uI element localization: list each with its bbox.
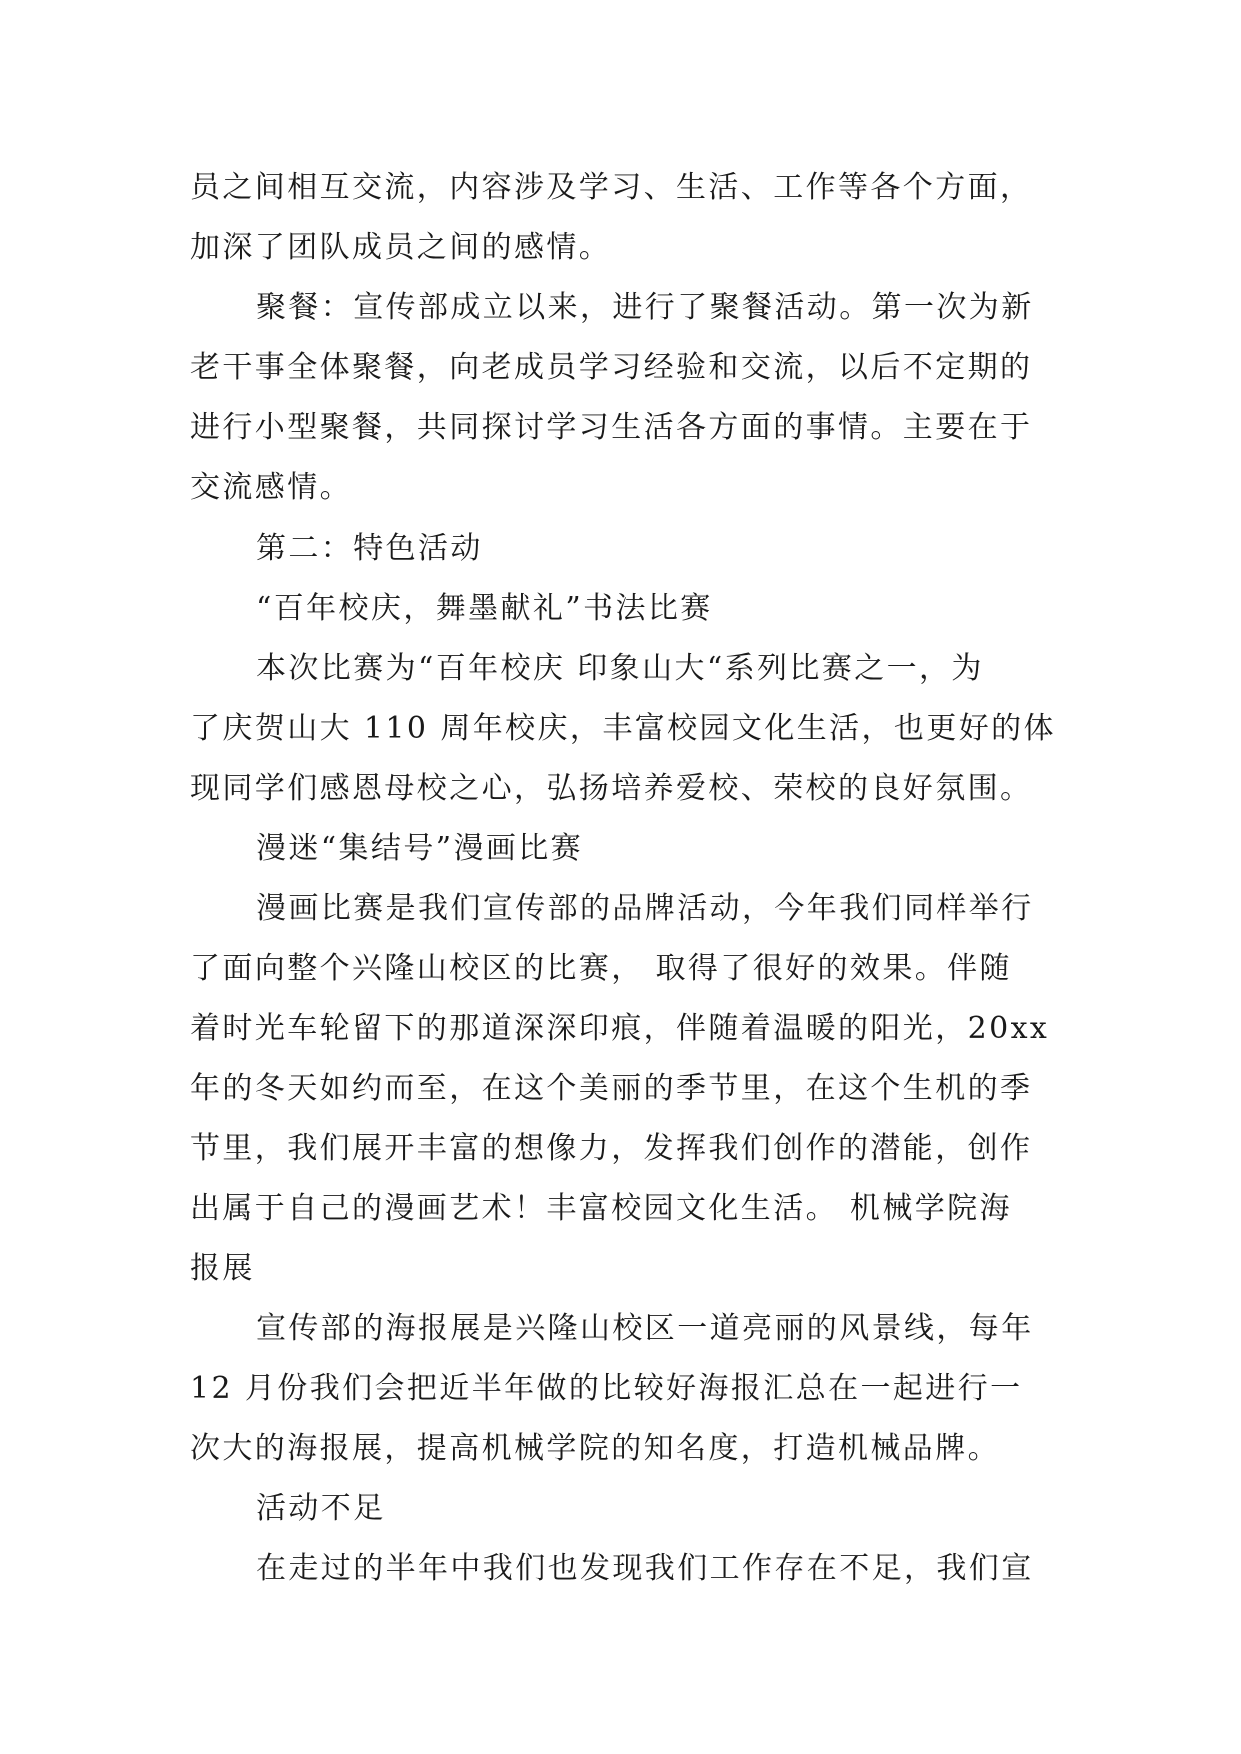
text-line: 加深了团队成员之间的感情。 xyxy=(190,230,612,265)
text-line: 漫画比赛是我们宣传部的品牌活动，今年我们同样举行 xyxy=(256,891,1034,926)
text-line: 现同学们感恩母校之心，弘扬培养爱校、荣校的良好氛围。 xyxy=(190,771,1033,806)
text-line: 次大的海报展，提高机械学院的知名度，打造机械品牌。 xyxy=(190,1431,1000,1466)
text-line: 了庆贺山大 110 周年校庆，丰富校园文化生活，也更好的体 xyxy=(190,711,1056,746)
text-line: 12 月份我们会把近半年做的比较好海报汇总在一起进行一 xyxy=(190,1371,1023,1406)
text-line: 着时光车轮留下的那道深深印痕，伴随着温暖的阳光，20xx xyxy=(190,1011,1050,1046)
text-line: 报展 xyxy=(190,1251,255,1286)
text-line: 交流感情。 xyxy=(190,470,352,505)
text-line: 了面向整个兴隆山校区的比赛， 取得了很好的效果。伴随 xyxy=(190,951,1012,986)
text-line: 聚餐：宣传部成立以来，进行了聚餐活动。第一次为新 xyxy=(256,290,1034,325)
text-line: 年的冬天如约而至，在这个美丽的季节里，在这个生机的季 xyxy=(190,1071,1033,1106)
text-line: 在走过的半年中我们也发现我们工作存在不足，我们宣 xyxy=(256,1551,1034,1586)
section-heading: 第二：特色活动 xyxy=(256,531,483,566)
text-line: 宣传部的海报展是兴隆山校区一道亮丽的风景线，每年 xyxy=(256,1311,1034,1346)
text-line: 出属于自己的漫画艺术！丰富校园文化生活。 机械学院海 xyxy=(190,1191,1012,1226)
section-heading: 活动不足 xyxy=(256,1491,386,1526)
text-line: 进行小型聚餐，共同探讨学习生活各方面的事情。主要在于 xyxy=(190,410,1033,445)
text-line: 员之间相互交流，内容涉及学习、生活、工作等各个方面， xyxy=(190,170,1033,205)
section-heading: 漫迷“集结号”漫画比赛 xyxy=(256,831,584,866)
text-line: 节里，我们展开丰富的想像力，发挥我们创作的潜能，创作 xyxy=(190,1131,1033,1166)
section-heading: “百年校庆，舞墨献礼”书法比赛 xyxy=(256,591,713,626)
text-line: 本次比赛为“百年校庆 印象山大“系列比赛之一，为 xyxy=(256,651,984,686)
text-line: 老干事全体聚餐，向老成员学习经验和交流，以后不定期的 xyxy=(190,350,1033,385)
